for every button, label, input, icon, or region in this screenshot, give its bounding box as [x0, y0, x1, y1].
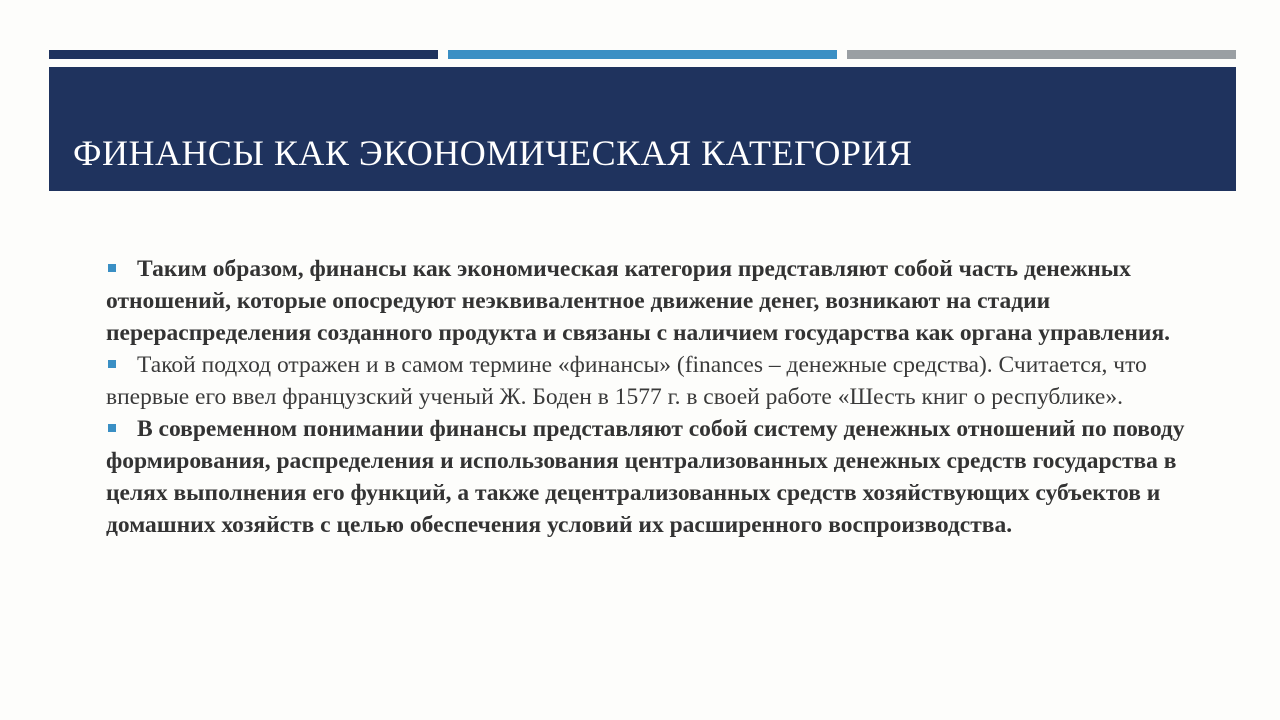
paragraph-1	[106, 253, 1196, 349]
paragraph-3-text: В современном понимании финансы представляют собой систему денежных отношений по поводу формирования, распределения и использования централизованных денежных средств государства в целях выполнения его функций, а также децентрализованных средств хозяйствующих субъектов и домашних хозяйств с целью обеспечения условий их расширенного воспроизводства.	[106, 416, 1185, 538]
stripe-blue	[448, 50, 837, 59]
square-bullet-icon	[108, 264, 116, 272]
title-bar	[49, 67, 1236, 191]
stripe-gray	[847, 50, 1236, 59]
decorative-stripes	[49, 50, 1236, 59]
paragraph-2	[106, 349, 1196, 413]
slide-title: ФИНАНСЫ КАК ЭКОНОМИЧЕСКАЯ КАТЕГОРИЯ	[73, 133, 913, 173]
paragraph-2-text: Такой подход отражен и в самом термине «финансы» (finances – денежные средства). Считается, что впервые его ввел французский ученый Ж. Боден в 1577 г. в своей работе «Шесть книг о республике».	[106, 352, 1147, 410]
slide-content	[106, 253, 1196, 541]
paragraph-1-text: Таким образом, финансы как экономическая категория представляют собой часть денежных отношений, которые опосредуют неэквивалентное движение денег, возникают на стадии перераспределения созданного продукта и связаны с наличием государства как органа управления.	[106, 256, 1171, 346]
stripe-dark	[49, 50, 438, 59]
square-bullet-icon	[108, 424, 116, 432]
square-bullet-icon	[108, 360, 116, 368]
paragraph-3	[106, 413, 1196, 541]
